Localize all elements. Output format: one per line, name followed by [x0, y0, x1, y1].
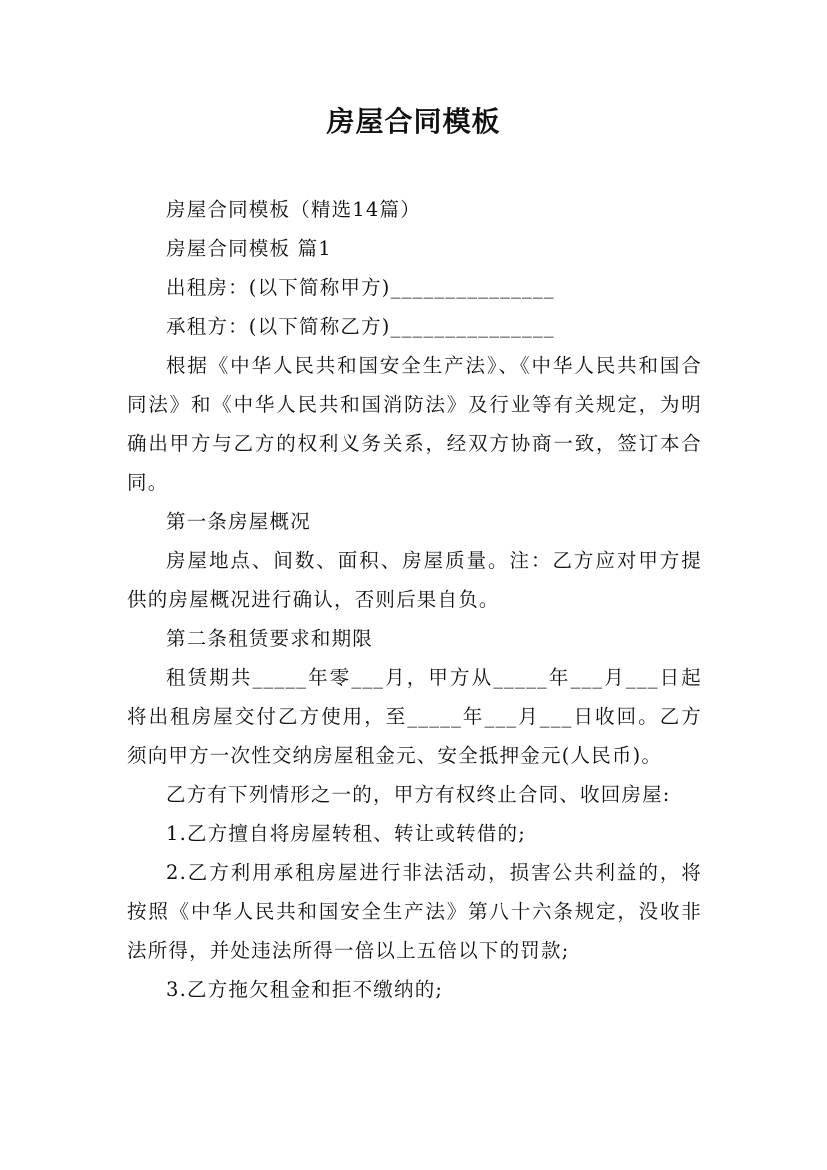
paragraph-item-1: 1.乙方擅自将房屋转租、转让或转借的;	[166, 822, 526, 845]
paragraph-article-1-heading: 第一条房屋概况	[166, 510, 311, 533]
document-body	[127, 190, 702, 1009]
paragraph-item-2: 2.乙方利用承租房屋进行非法活动，损害公共利益的，将按照《中华人民共和国安全生产法》第八十六条规定，没收非法所得，并处违法所得一倍以上五倍以下的罚款;	[127, 861, 702, 962]
paragraph-article-2-body: 租赁期共_____年零___月，甲方从_____年___月___日起将出租房屋交付乙方使用，至_____年___月___日收回。乙方须向甲方一次性交纳房屋租金元、安全抵押金元(人民币)。	[127, 666, 702, 767]
paragraph-termination-intro: 乙方有下列情形之一的，甲方有权终止合同、收回房屋:	[166, 783, 671, 806]
paragraph-section-heading: 房屋合同模板 篇1	[166, 237, 332, 260]
paragraph-item-3: 3.乙方拖欠租金和拒不缴纳的;	[166, 978, 444, 1001]
paragraph-preamble: 根据《中华人民共和国安全生产法》、《中华人民共和国合同法》和《中华人民共和国消防法》及行业等有关规定，为明确出甲方与乙方的权利义务关系，经双方协商一致，签订本合同。	[127, 354, 702, 494]
paragraph-lessee: 承租方：(以下简称乙方)_______________	[166, 315, 555, 338]
paragraph-subtitle: 房屋合同模板（精选14篇）	[166, 198, 421, 221]
paragraph-article-1-body: 房屋地点、间数、面积、房屋质量。注：乙方应对甲方提供的房屋概况进行确认，否则后果自负。	[127, 549, 702, 611]
document-title: 房屋合同模板	[326, 105, 501, 138]
paragraph-article-2-heading: 第二条租赁要求和期限	[166, 627, 374, 650]
paragraph-lessor: 出租房：(以下简称甲方)_______________	[166, 276, 555, 299]
